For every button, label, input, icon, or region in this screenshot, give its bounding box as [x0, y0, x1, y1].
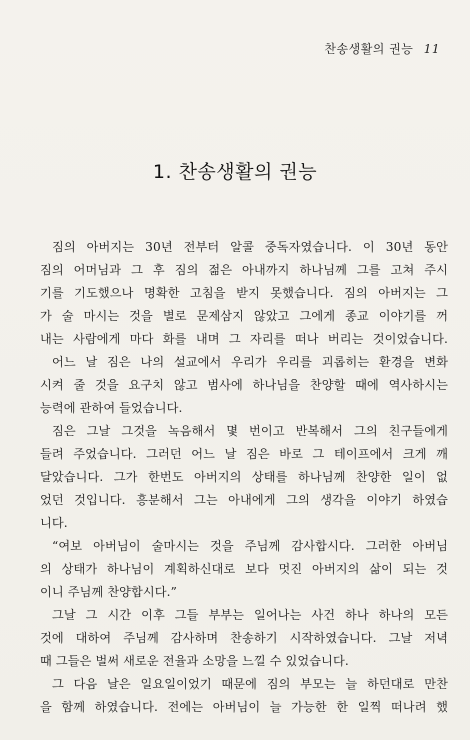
page-number: 11	[423, 42, 440, 56]
text-line: 때 그들은 벌써 새로운 전율과 소망을 느낄 수 있었습니다.	[40, 654, 349, 668]
text-line: 짐의 아버지는 30년 전부터 알콜 중독자였습니다. 이 30년 동안	[52, 240, 448, 254]
text-line: 의 상태가 하나님이 계획하신대로 보다 멋진 아버지의 삶이 되는 것	[40, 562, 448, 576]
text-line: 시켜 줄 것을 요구치 않고 범사에 하나님을 찬양할 때에 역사하시는	[40, 378, 448, 392]
text-line: 니다.	[40, 516, 68, 530]
text-line: 짐의 어머님과 그 후 짐의 젊은 아내까지 하나님께 그를 고쳐 주시	[40, 263, 448, 277]
text-line: 그날 그 시간 이후 그들 부부는 일어나는 사건 하나 하나의 모든	[52, 608, 448, 622]
text-line: 었던 것입니다. 흥분해서 그는 아내에게 그의 생각을 이야기 하였습	[40, 493, 448, 507]
text-line: 그 다음 날은 일요일이었기 때문에 짐의 부모는 늘 하던대로 만찬	[52, 677, 448, 691]
text-line: “여보 아버님이 술마시는 것을 주님께 감사합시다. 그러한 아버님	[52, 539, 448, 553]
text-line: 내는 사람에게 마다 화를 내며 그 자리를 떠나 버리는 것이었습니다.	[40, 332, 448, 346]
text-line: 가 술 마시는 것을 별로 문제삼지 않았고 그에게 종교 이야기를 꺼	[40, 309, 448, 323]
text-line: 능력에 관하여 들었습니다.	[40, 401, 183, 415]
text-line: 어느 날 짐은 나의 설교에서 우리가 우리를 괴롭히는 환경을 변화	[52, 355, 448, 369]
running-title: 찬송생활의 권능	[324, 42, 414, 56]
body-text	[40, 236, 448, 719]
chapter-title: 1. 찬송생활의 권능	[152, 161, 318, 183]
text-line: 이니 주님께 찬양합시다.”	[40, 585, 177, 599]
text-line: 기를 기도했으나 명확한 고침을 받지 못했습니다. 짐의 아버지는 그	[40, 286, 448, 300]
text-line: 달았습니다. 그가 한번도 아버지의 상태를 하나님께 찬양한 일이 없	[40, 470, 448, 484]
running-header	[324, 40, 440, 57]
text-line: 짐은 그날 그것을 녹음해서 몇 번이고 반복해서 그의 친구들에게	[52, 424, 448, 438]
text-line: 을 함께 하였습니다. 전에는 아버님이 늘 가능한 한 일찍 떠나려 했	[40, 700, 448, 714]
text-line: 들려 주었습니다. 그러던 어느 날 짐은 바로 그 테이프에서 크게 깨	[40, 447, 448, 461]
text-line: 것에 대하여 주님께 감사하며 찬송하기 시작하였습니다. 그날 저녁	[40, 631, 448, 645]
